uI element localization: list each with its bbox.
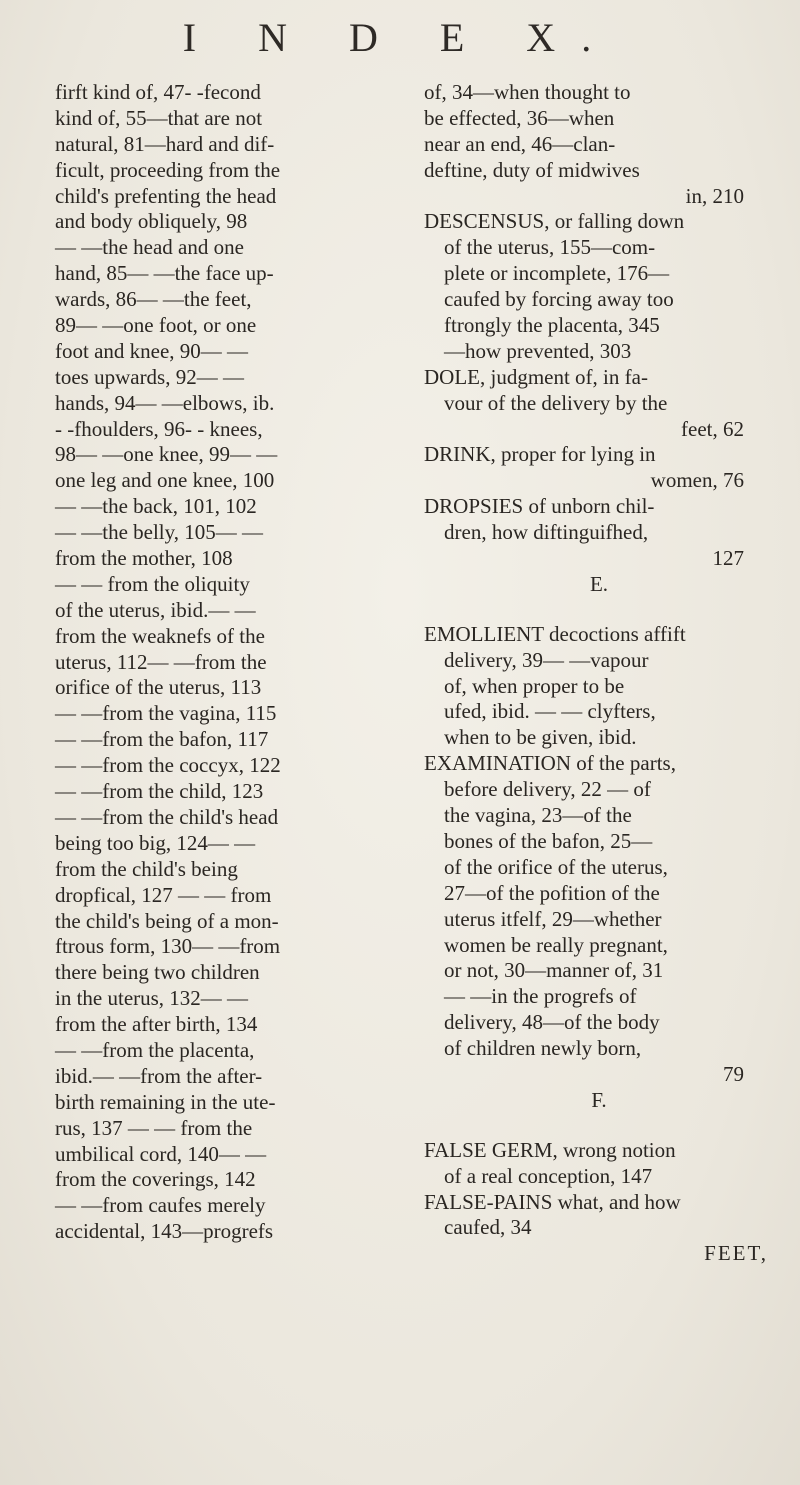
index-line: 27—of the pofition of the [444,880,660,905]
index-line: uterus itfelf, 29—whether [444,906,662,931]
index-line: FALSE GERM, wrong notion [424,1137,676,1162]
index-line: feet, 62 [681,416,744,441]
index-line: of the uterus, ibid.— — [55,597,256,622]
index-line: F. [591,1087,607,1112]
index-line: ficult, proceeding from the [55,157,281,182]
index-line: — —from the child's head [55,804,279,829]
index-line: — —from the coccyx, 122 [55,753,281,778]
index-line [424,598,774,622]
index-line: birth remaining in the ute- [55,1089,276,1114]
right-column [424,80,774,1267]
index-line: 127 [712,546,744,571]
index-line: — —from the placenta, [55,1037,255,1062]
index-line: in, 210 [685,183,744,208]
index-line: in the uterus, 132— — [55,986,249,1011]
index-line: FALSE-PAINS what, and how [424,1189,681,1214]
index-line: rus, 137 — — from the [55,1115,253,1140]
index-line: women be really pregnant, [444,932,668,957]
index-line: — —from caufes merely [55,1193,266,1218]
index-line: plete or incomplete, 176— [444,261,670,286]
index-line: - -fhoulders, 96- - knees, [55,416,263,441]
index-line: from the child's being [55,856,238,881]
index-line: kind of, 55—that are not [55,105,263,130]
index-line: — —from the child, 123 [55,779,264,804]
index-line: ibid.— —from the after- [55,1063,263,1088]
index-line: delivery, 39— —vapour [444,647,649,672]
index-line: child's prefenting the head [55,183,277,208]
index-line: ftrongly the placenta, 345 [444,313,660,338]
index-line: of the uterus, 155—com- [444,235,656,260]
left-column [55,80,407,1245]
running-head: I N D E X. [182,15,618,60]
index-line: hands, 94— —elbows, ib. [55,390,275,415]
index-line: DESCENSUS, or falling down [424,209,685,234]
index-line: of, 34—when thought to [424,80,631,104]
index-line: of the orifice of the uterus, [444,854,668,879]
index-line: DRINK, proper for lying in [424,442,656,467]
index-line: ufed, ibid. — — clyfters, [444,699,656,724]
index-line: — — from the oliquity [55,571,250,596]
index-line: FEET, [704,1241,768,1266]
index-line: — —the belly, 105— — [55,520,264,545]
index-line: toes upwards, 92— — [55,364,244,389]
index-line: EMOLLIENT decoctions affift [424,621,686,646]
index-line: 98— —one knee, 99— — [55,442,278,467]
index-line: be effected, 36—when [424,105,615,130]
index-line: 79 [723,1061,744,1086]
index-line [424,1114,774,1138]
index-line: natural, 81—hard and dif- [55,131,275,156]
index-line: the child's being of a mon- [55,908,279,933]
index-line: and body obliquely, 98 [55,209,248,234]
index-line: one leg and one knee, 100 [55,468,275,493]
index-line: DROPSIES of unborn chil- [424,494,655,519]
index-line: wards, 86— —the feet, [55,287,252,312]
index-line: near an end, 46—clan- [424,131,616,156]
index-line: from the after birth, 134 [55,1012,258,1037]
index-line: dren, how diftinguifhed, [444,520,649,545]
index-line: firft kind of, 47- -fecond [55,80,261,104]
index-line: deftine, duty of midwives [424,157,640,182]
index-line: umbilical cord, 140— — [55,1141,267,1166]
index-line: the vagina, 23—of the [444,803,632,828]
index-line: bones of the bafon, 25— [444,828,653,853]
index-line: — —from the vagina, 115 [55,701,277,726]
index-line: from the weaknefs of the [55,623,265,648]
index-line: hand, 85— —the face up- [55,261,274,286]
index-line: uterus, 112— —from the [55,649,267,674]
index-line: there being two children [55,960,260,985]
index-line: orifice of the uterus, 113 [55,675,262,700]
index-line: accidental, 143—progrefs [55,1219,274,1244]
index-line: being too big, 124— — [55,830,256,855]
index-line: vour of the delivery by the [444,390,668,415]
index-line: when to be given, ibid. [444,725,637,750]
index-line: caufed, 34 [444,1215,532,1240]
index-line: — —from the bafon, 117 [55,727,269,752]
index-line: 89— —one foot, or one [55,313,257,338]
index-line: EXAMINATION of the parts, [424,751,676,776]
index-line: delivery, 48—of the body [444,1010,660,1035]
index-line: before delivery, 22 — of [444,777,651,802]
index-line: DOLE, judgment of, in fa- [424,364,648,389]
index-line: women, 76 [650,468,744,493]
index-line: — —in the progrefs of [444,984,637,1009]
index-line: from the coverings, 142 [55,1167,256,1192]
index-line: dropfical, 127 — — from [55,882,272,907]
index-line: of children newly born, [444,1036,642,1061]
index-line: of a real conception, 147 [444,1163,653,1188]
index-line: —how prevented, 303 [444,338,632,363]
index-line: of, when proper to be [444,673,625,698]
index-line: ftrous form, 130— —from [55,934,281,959]
index-line: caufed by forcing away too [444,287,674,312]
index-line: E. [589,571,609,596]
index-line: or not, 30—manner of, 31 [444,958,664,983]
index-line: — —the head and one [55,235,244,260]
index-line: from the mother, 108 [55,546,233,571]
index-line: foot and knee, 90— — [55,338,249,363]
index-line: — —the back, 101, 102 [55,494,257,519]
